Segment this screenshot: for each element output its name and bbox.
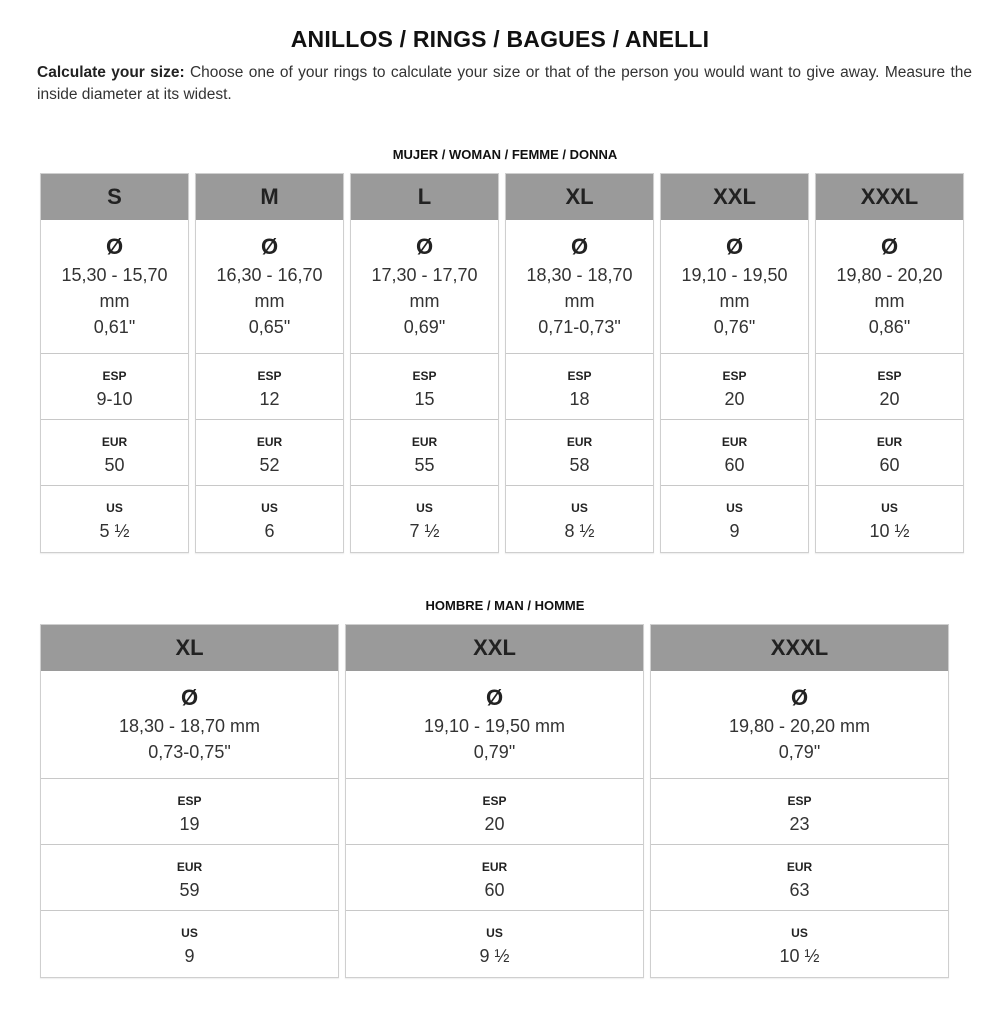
us-value: 10 ½ (869, 521, 910, 541)
size-header: XL (41, 625, 338, 671)
esp-cell (41, 354, 188, 420)
women-size-column-l (350, 173, 499, 553)
diameter-unit: mm (564, 291, 595, 311)
men-size-column-xxxl (650, 624, 949, 978)
esp-label: ESP (877, 369, 902, 383)
esp-cell (351, 354, 498, 420)
diameter-mm: 19,80 - 20,20 (836, 265, 943, 285)
us-cell (196, 486, 343, 552)
us-value: 9 (184, 946, 195, 966)
us-cell (41, 486, 188, 552)
diameter-cell (41, 220, 188, 354)
eur-label: EUR (786, 860, 813, 874)
diameter-cell (506, 220, 653, 354)
diameter-mm: 19,80 - 20,20 mm (728, 716, 871, 736)
us-label: US (571, 501, 588, 515)
eur-label: EUR (101, 435, 128, 449)
intro-text: Choose one of your rings to calculate your size or that of the person you would want to give away. Measure the inside diameter at its widest. (37, 64, 973, 103)
eur-label: EUR (876, 435, 903, 449)
diameter-mm: 15,30 - 15,70 (61, 265, 168, 285)
us-cell (661, 486, 808, 552)
women-size-column-xl (505, 173, 654, 553)
eur-value: 58 (569, 455, 590, 475)
diameter-inches: 0,61" (93, 317, 136, 337)
size-header: XXXL (816, 174, 963, 220)
diameter-unit: mm (719, 291, 750, 311)
eur-value: 50 (104, 455, 125, 475)
esp-label: ESP (482, 794, 507, 808)
us-value: 9 ½ (479, 946, 510, 966)
us-cell (346, 911, 643, 977)
esp-label: ESP (787, 794, 812, 808)
eur-value: 52 (259, 455, 280, 475)
esp-cell (346, 779, 643, 845)
diameter-unit: mm (254, 291, 285, 311)
diameter-mm: 18,30 - 18,70 mm (118, 716, 261, 736)
diameter-icon: Ø (570, 234, 589, 259)
esp-value: 19 (179, 814, 200, 834)
esp-label: ESP (412, 369, 437, 383)
us-value: 9 (729, 521, 740, 541)
us-cell (651, 911, 948, 977)
diameter-mm: 18,30 - 18,70 (526, 265, 633, 285)
diameter-icon: Ø (415, 234, 434, 259)
diameter-cell (351, 220, 498, 354)
us-label: US (791, 926, 808, 940)
size-header: XXXL (651, 625, 948, 671)
women-section-title: MUJER / WOMAN / FEMME / DONNA (392, 147, 618, 162)
women-size-table (40, 173, 964, 553)
eur-value: 63 (789, 880, 810, 900)
diameter-cell (661, 220, 808, 354)
diameter-cell (346, 671, 643, 779)
men-size-table (40, 624, 949, 978)
diameter-icon: Ø (260, 234, 279, 259)
diameter-inches: 0,79" (473, 742, 516, 762)
diameter-cell (41, 671, 338, 779)
women-size-column-m (195, 173, 344, 553)
eur-label: EUR (721, 435, 748, 449)
esp-value: 18 (569, 389, 590, 409)
diameter-mm: 17,30 - 17,70 (371, 265, 478, 285)
eur-value: 60 (879, 455, 900, 475)
us-value: 6 (264, 521, 275, 541)
eur-value: 55 (414, 455, 435, 475)
esp-label: ESP (257, 369, 282, 383)
esp-cell (661, 354, 808, 420)
us-value: 5 ½ (99, 521, 130, 541)
us-cell (351, 486, 498, 552)
eur-label: EUR (256, 435, 283, 449)
size-header: XL (506, 174, 653, 220)
diameter-icon: Ø (105, 234, 124, 259)
diameter-inches: 0,71-0,73" (538, 317, 621, 337)
esp-label: ESP (177, 794, 202, 808)
us-value: 7 ½ (409, 521, 440, 541)
eur-cell (346, 845, 643, 911)
eur-cell (651, 845, 948, 911)
men-size-column-xxl (345, 624, 644, 978)
esp-label: ESP (722, 369, 747, 383)
diameter-icon: Ø (790, 685, 809, 710)
us-label: US (726, 501, 743, 515)
diameter-inches: 0,73-0,75" (148, 742, 231, 762)
esp-value: 20 (484, 814, 505, 834)
us-label: US (881, 501, 898, 515)
diameter-mm: 19,10 - 19,50 mm (423, 716, 566, 736)
men-section-title: HOMBRE / MAN / HOMME (425, 598, 585, 613)
size-header: XXL (661, 174, 808, 220)
esp-label: ESP (102, 369, 127, 383)
esp-cell (816, 354, 963, 420)
diameter-inches: 0,79" (778, 742, 821, 762)
eur-label: EUR (481, 860, 508, 874)
size-header: S (41, 174, 188, 220)
diameter-inches: 0,86" (868, 317, 911, 337)
diameter-icon: Ø (485, 685, 504, 710)
esp-value: 23 (789, 814, 810, 834)
esp-cell (196, 354, 343, 420)
diameter-unit: mm (99, 291, 130, 311)
us-label: US (261, 501, 278, 515)
eur-label: EUR (176, 860, 203, 874)
men-size-column-xl (40, 624, 339, 978)
diameter-inches: 0,76" (713, 317, 756, 337)
eur-cell (41, 845, 338, 911)
diameter-inches: 0,69" (403, 317, 446, 337)
esp-cell (651, 779, 948, 845)
size-header: M (196, 174, 343, 220)
diameter-mm: 19,10 - 19,50 (681, 265, 788, 285)
intro-bold-label: Calculate your size: (37, 64, 185, 81)
us-label: US (106, 501, 123, 515)
diameter-icon: Ø (180, 685, 199, 710)
diameter-icon: Ø (725, 234, 744, 259)
size-header: L (351, 174, 498, 220)
eur-cell (816, 420, 963, 486)
eur-cell (196, 420, 343, 486)
esp-value: 20 (879, 389, 900, 409)
us-cell (41, 911, 338, 977)
page-title: ANILLOS / RINGS / BAGUES / ANELLI (290, 26, 710, 52)
esp-value: 9-10 (96, 389, 133, 409)
esp-value: 20 (724, 389, 745, 409)
diameter-cell (651, 671, 948, 779)
diameter-unit: mm (874, 291, 905, 311)
eur-value: 59 (179, 880, 200, 900)
eur-value: 60 (484, 880, 505, 900)
diameter-icon: Ø (880, 234, 899, 259)
eur-label: EUR (566, 435, 593, 449)
us-value: 8 ½ (564, 521, 595, 541)
eur-cell (41, 420, 188, 486)
eur-value: 60 (724, 455, 745, 475)
eur-label: EUR (411, 435, 438, 449)
esp-value: 12 (259, 389, 280, 409)
women-size-column-s (40, 173, 189, 553)
intro-paragraph (37, 62, 972, 106)
us-value: 10 ½ (779, 946, 820, 966)
eur-cell (661, 420, 808, 486)
esp-cell (506, 354, 653, 420)
diameter-inches: 0,65" (248, 317, 291, 337)
diameter-cell (196, 220, 343, 354)
us-label: US (486, 926, 503, 940)
us-cell (816, 486, 963, 552)
diameter-mm: 16,30 - 16,70 (216, 265, 323, 285)
eur-cell (506, 420, 653, 486)
women-size-column-xxxl (815, 173, 964, 553)
eur-cell (351, 420, 498, 486)
us-label: US (181, 926, 198, 940)
esp-label: ESP (567, 369, 592, 383)
esp-cell (41, 779, 338, 845)
diameter-unit: mm (409, 291, 440, 311)
us-label: US (416, 501, 433, 515)
us-cell (506, 486, 653, 552)
women-size-column-xxl (660, 173, 809, 553)
size-header: XXL (346, 625, 643, 671)
esp-value: 15 (414, 389, 435, 409)
diameter-cell (816, 220, 963, 354)
